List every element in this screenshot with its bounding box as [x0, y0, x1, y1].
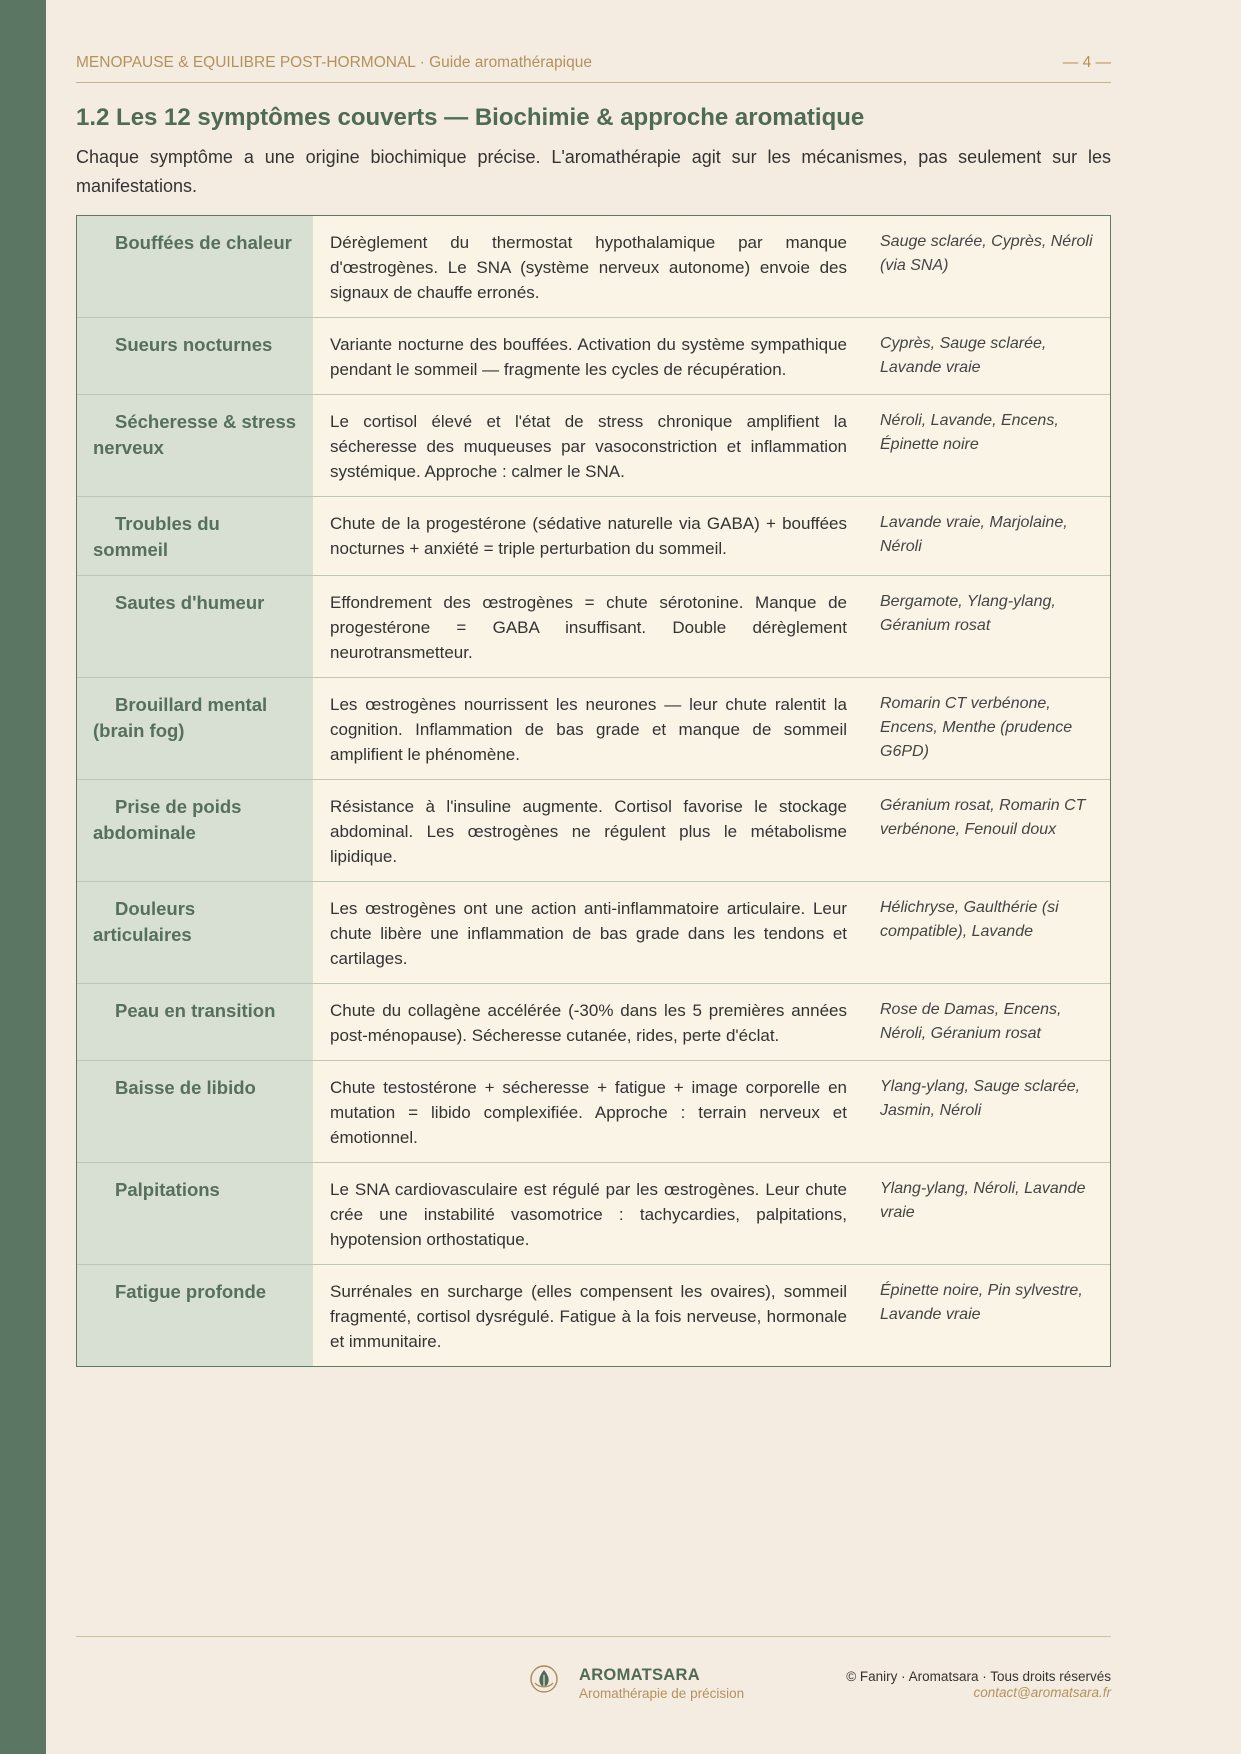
symptoms-table: [76, 215, 1111, 1367]
symptom-name-cell: Troubles du sommeil: [77, 497, 313, 575]
decorative-sidebar: [0, 0, 46, 1754]
section-title: 1.2 Les 12 symptômes couverts — Biochimie & approche aromatique: [76, 104, 865, 131]
essential-oils-cell: Lavande vraie, Marjolaine, Néroli: [863, 497, 1110, 575]
mechanism-cell: Surrénales en surcharge (elles compensent les ovaires), sommeil fragmenté, cortisol dysrégulé. Fatigue à la fois nerveuse, hormonale et immunitaire.: [313, 1265, 863, 1366]
essential-oils-cell: Hélichryse, Gaulthérie (si compatible), Lavande: [863, 882, 1110, 983]
footer-copyright-block: [846, 1669, 1111, 1701]
symptom-name-cell: Palpitations: [77, 1163, 313, 1264]
essential-oils-cell: Ylang-ylang, Sauge sclarée, Jasmin, Néroli: [863, 1061, 1110, 1162]
section-intro: Chaque symptôme a une origine biochimique précise. L'aromathérapie agit sur les mécanismes, pas seulement sur les manifestations.: [76, 147, 1111, 196]
mechanism-cell: Le cortisol élevé et l'état de stress chronique amplifient la sécheresse des muqueuses par vasoconstriction et inflammation systémique. Approche : calmer le SNA.: [313, 395, 863, 496]
symptom-name-cell: Prise de poids abdominale: [77, 780, 313, 881]
table-row: [77, 394, 1110, 496]
mechanism-cell: Le SNA cardiovasculaire est régulé par les œstrogènes. Leur chute crée une instabilité vasomotrice : tachycardies, palpitations, hypotension orthostatique.: [313, 1163, 863, 1264]
mechanism-cell: Chute de la progestérone (sédative naturelle via GABA) + bouffées nocturnes + anxiété = triple perturbation du sommeil.: [313, 497, 863, 575]
symptom-name-cell: Douleurs articulaires: [77, 882, 313, 983]
brand-block: [579, 1666, 744, 1701]
mechanism-cell: Dérèglement du thermostat hypothalamique par manque d'œstrogènes. Le SNA (système nerveux autonome) envoie des signaux de chauffe erronés.: [313, 216, 863, 317]
essential-oils-cell: Néroli, Lavande, Encens, Épinette noire: [863, 395, 1110, 496]
essential-oils-cell: Rose de Damas, Encens, Néroli, Géranium rosat: [863, 984, 1110, 1060]
running-header: [76, 54, 1111, 83]
essential-oils-cell: Ylang-ylang, Néroli, Lavande vraie: [863, 1163, 1110, 1264]
mechanism-cell: Chute du collagène accélérée (-30% dans les 5 premières années post-ménopause). Sécheresse cutanée, rides, perte d'éclat.: [313, 984, 863, 1060]
document-page: [76, 0, 1111, 1754]
table-row: [77, 1264, 1110, 1366]
table-row: [77, 575, 1110, 677]
table-row: [77, 779, 1110, 881]
symptom-name-cell: Bouffées de chaleur: [77, 216, 313, 317]
table-row: [77, 216, 1110, 317]
table-row: [77, 983, 1110, 1060]
brand-tagline: Aromathérapie de précision: [579, 1686, 745, 1701]
essential-oils-cell: Bergamote, Ylang-ylang, Géranium rosat: [863, 576, 1110, 677]
symptom-name-cell: Sécheresse & stress nerveux: [77, 395, 313, 496]
symptom-name-cell: Brouillard mental (brain fog): [77, 678, 313, 779]
essential-oils-cell: Géranium rosat, Romarin CT verbénone, Fenouil doux: [863, 780, 1110, 881]
symptom-name-cell: Sueurs nocturnes: [77, 318, 313, 394]
header-title: MENOPAUSE & EQUILIBRE POST-HORMONAL · Guide aromathérapique: [76, 54, 592, 71]
symptom-name-cell: Sautes d'humeur: [77, 576, 313, 677]
table-row: [77, 881, 1110, 983]
mechanism-cell: Résistance à l'insuline augmente. Cortisol favorise le stockage abdominal. Les œstrogènes ne régulent plus le métabolisme lipidique.: [313, 780, 863, 881]
brand-name: AROMATSARA: [579, 1666, 700, 1684]
table-row: [77, 677, 1110, 779]
table-row: [77, 1162, 1110, 1264]
essential-oils-cell: Sauge sclarée, Cyprès, Néroli (via SNA): [863, 216, 1110, 317]
mechanism-cell: Les œstrogènes nourrissent les neurones — leur chute ralentit la cognition. Inflammation de bas grade et manque de sommeil amplifient le phénomène.: [313, 678, 863, 779]
essential-oils-cell: Épinette noire, Pin sylvestre, Lavande vraie: [863, 1265, 1110, 1366]
table-row: [77, 1060, 1110, 1162]
leaf-drop-logo-icon: [528, 1663, 560, 1695]
mechanism-cell: Effondrement des œstrogènes = chute sérotonine. Manque de progestérone = GABA insuffisant. Double dérèglement neurotransmetteur.: [313, 576, 863, 677]
symptom-name-cell: Peau en transition: [77, 984, 313, 1060]
mechanism-cell: Variante nocturne des bouffées. Activation du système sympathique pendant le sommeil — fragmente les cycles de récupération.: [313, 318, 863, 394]
copyright-text: © Faniry · Aromatsara · Tous droits réservés: [846, 1669, 1111, 1684]
table-row: [77, 317, 1110, 394]
symptom-name-cell: Fatigue profonde: [77, 1265, 313, 1366]
essential-oils-cell: Cyprès, Sauge sclarée, Lavande vraie: [863, 318, 1110, 394]
table-row: [77, 496, 1110, 575]
contact-email-link[interactable]: contact@aromatsara.fr: [973, 1685, 1111, 1700]
footer-divider: [76, 1636, 1111, 1637]
essential-oils-cell: Romarin CT verbénone, Encens, Menthe (prudence G6PD): [863, 678, 1110, 779]
page-number: — 4 —: [1062, 54, 1111, 71]
symptom-name-cell: Baisse de libido: [77, 1061, 313, 1162]
mechanism-cell: Les œstrogènes ont une action anti-inflammatoire articulaire. Leur chute libère une inflammation de bas grade dans les tendons et cartilages.: [313, 882, 863, 983]
mechanism-cell: Chute testostérone + sécheresse + fatigue + image corporelle en mutation = libido complexifiée. Approche : terrain nerveux et émotionnel.: [313, 1061, 863, 1162]
